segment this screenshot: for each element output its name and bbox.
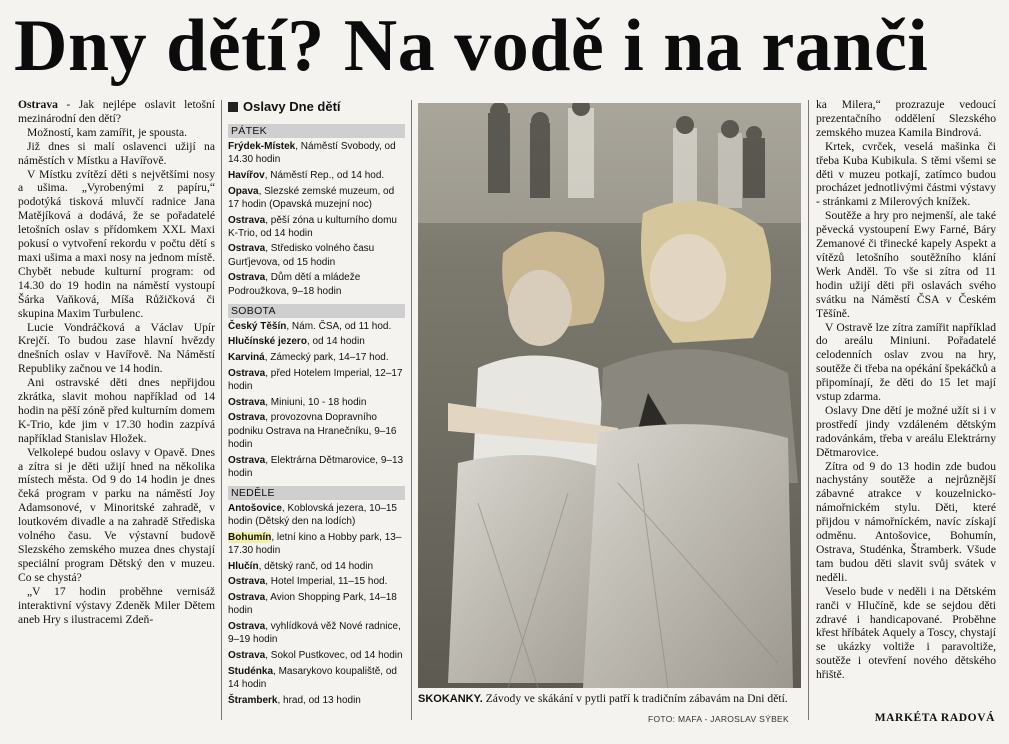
article-paragraph [816, 209, 996, 320]
paragraph-text: Možností, kam zamířit, je spousta. [27, 125, 188, 139]
paragraph-text: Oslavy Dne dětí je možné užít si i v prostředí jindy vzdáleném dětským radovánkám, třeba v areálu Elektrárny Dětmarovice. [816, 403, 996, 459]
paragraph-text: ka Milera,“ prozrazuje vedoucí prezentačního oddělení Slezského zemského muzea Kamila Bindrová. [816, 98, 996, 139]
event-place: Hlučín [228, 560, 259, 572]
box-title [228, 98, 405, 116]
event-place: Opava [228, 185, 259, 197]
article-paragraph [18, 126, 215, 140]
event-item [228, 620, 405, 646]
paragraph-text: V Ostravě lze zítra zamířit například do areálu Miniuni. Pořadatelé celodenních oslav zvou na hry, soutěže či třeba na opékání špekáčků a připomínají, že děti do 15 let mají vstup zdarma. [816, 320, 996, 404]
event-detail: , letní kino a Hobby park, 13–17.30 hodin [228, 531, 402, 557]
event-item [228, 591, 405, 617]
article-paragraph [18, 321, 215, 377]
event-item [228, 140, 405, 166]
event-detail: , Masarykovo koupaliště, od 14 hodin [228, 665, 397, 690]
caption-lead: SKOKANKY. [418, 693, 483, 705]
day-heading: NEDĚLE [228, 486, 405, 500]
event-item [228, 411, 405, 451]
event-item [228, 367, 405, 393]
event-item [228, 454, 405, 480]
photo-caption [418, 692, 801, 707]
box-days [228, 124, 405, 707]
event-place: Ostrava [228, 621, 266, 633]
event-item [228, 242, 405, 268]
event-place: Ostrava [228, 396, 266, 408]
event-detail: , vyhlídková věž Nové radnice, 9–19 hodin [228, 621, 401, 646]
event-detail: , Sokol Pustkovec, od 14 hodin [265, 650, 403, 661]
event-detail: , Elektrárna Dětmarovice, 9–13 hodin [228, 454, 404, 479]
event-detail: , Středisko volného času Gurťjevova, od 15 hodin [228, 243, 375, 268]
event-place: Ostrava [228, 214, 266, 226]
paragraph-text: Soutěže a hry pro nejmenší, ale také pěvecká vystoupení Ewy Farné, Báry Zemanové či třinecké kapely Aspekt a vítězů letošního soutěžního klání Werk Anděl. To vše si zítra od 11 hodin užijí děti při oslavách svého svátku na Náměstí ČSA v Českém Těšíně. [816, 209, 996, 320]
event-item [228, 575, 405, 588]
event-detail: , Slezské zemské muzeum, od 17 hodin (Opavská muzejní noc) [228, 185, 395, 210]
event-detail: , Miniuni, 10 - 18 hodin [265, 396, 367, 408]
event-detail: , Koblovská jezera, 10–15 hodin (Dětský den na lodích) [228, 502, 397, 528]
photo-credit: FOTO: MAFA - JAROSLAV SÝBEK [648, 714, 789, 724]
dateline: Ostrava [18, 98, 58, 111]
box-title-text: Oslavy Dne dětí [243, 99, 341, 114]
event-detail: , Nám. ČSA, od 11 hod. [286, 320, 392, 332]
event-place: Karviná [228, 352, 265, 364]
article-paragraph [18, 585, 215, 627]
event-detail: , pěší zóna u kulturního domu K-Trio, od 14 hodin [228, 214, 397, 239]
event-place: Ostrava [228, 454, 266, 466]
event-place: Ostrava [228, 412, 266, 424]
event-item [228, 531, 405, 557]
paragraph-text: Velkolepé budou oslavy v Opavě. Dnes a zítra si je děti užijí hned na několika místech města. Od 9 do 14 hodin je dnes čeká program v parku na náměstí Joy Adamsonové, v Minoritské zahradě, v loutkovém divadle a na zahradě Střediska volného času. Ve výstavní budově Slezského zemského muzea dnes chystají speciální program Dětský den v muzeu. Co se chystá? [18, 445, 215, 584]
paragraph-text: Zítra od 9 do 13 hodin zde budou nachystány soutěže a nejrůznější zábavné atrakce v kouzelnicko-námořnickém stylu. Děti, které přijdou v námořníckém, navíc získají odměnu. Antošovice, Bohumín, Ostrava, Studénka, Štramberk. Všude tam budou děti slavit svůj svátek v neděli. [816, 459, 996, 584]
event-detail: , Náměstí Rep., od 14 hod. [264, 169, 385, 181]
article-paragraph [816, 404, 996, 460]
event-item [228, 649, 405, 662]
event-detail: , Náměstí Svobody, od 14.30 hodin [228, 141, 396, 166]
caption-text: Závody ve skákání v pytli patří k tradičním zábavám na Dni dětí. [482, 692, 788, 705]
event-detail: , dětský ranč, od 14 hodin [258, 560, 374, 572]
event-place: Ostrava [228, 272, 266, 284]
paragraph-text: Ani ostravské děti dnes nepřijdou zkrátka, slavit mohou například od 14 hodin na pěší zóně před kulturním domem K-Trio, kde jim v 17.30 hodin zazpívá například Stanislav Hložek. [18, 376, 215, 445]
event-detail: , Dům dětí a mládeže Podroužkova, 9–18 hodin [228, 272, 361, 297]
article-paragraph [18, 168, 215, 321]
event-place: Ostrava [228, 576, 266, 588]
article-paragraph [816, 585, 996, 682]
photo-sack-race [418, 103, 801, 688]
article-paragraph [18, 376, 215, 446]
event-detail: , provozovna Dopravního podniku Ostrava na Hranečníku, 9–16 hodin [228, 412, 397, 450]
event-place: Ostrava [228, 592, 266, 604]
event-place: Ostrava [228, 367, 266, 379]
event-place: Antošovice [228, 502, 282, 514]
article-paragraph [816, 140, 996, 210]
event-item [228, 396, 405, 409]
event-place: Bohumín [228, 531, 272, 543]
article-paragraph [18, 98, 215, 126]
event-place: Ostrava [228, 650, 266, 661]
event-item [228, 320, 405, 333]
event-item [228, 335, 405, 348]
event-item [228, 169, 405, 182]
event-detail: , Zámecký park, 14–17 hod. [264, 352, 389, 364]
event-item [228, 185, 405, 211]
event-place: Hlučínské jezero [228, 336, 307, 348]
article-paragraph [18, 446, 215, 585]
event-detail: , od 14 hodin [306, 336, 365, 348]
paragraph-text: Lucie Vondráčková a Václav Upír Krejčí. To budou zase hlavní hvězdy dnešních oslav v Havířově. Na Náměstí Republiky začnou ve 14 hodin. [18, 320, 215, 376]
event-detail: , Avion Shopping Park, 14–18 hodin [228, 592, 397, 617]
event-item [228, 351, 405, 364]
paragraph-text: V Místku zvítězí děti s největšími nosy a ušima. „Vyrobenými z papíru,“ podotýká tisková mluvčí radnice Jana Matějíková a dodává, že se pořadatelé letošních oslav s přídomkem XXL Maxi pokusí o vytvoření rekordu v počtu dětí s maxi ušima a maxi nosy na jednom místě. Chybět nebude kulturní program: od 14.30 do 19 hodin na náměstí vystoupí Šárka Vaňková, Míša Růžičková či skupina Maxim Turbulenc. [18, 167, 215, 320]
event-place: Frýdek-Místek [228, 141, 296, 152]
column-divider [808, 100, 809, 720]
event-place: Český Těšín [228, 320, 287, 332]
events-box [228, 98, 405, 744]
paragraph-text: Již dnes si malí oslavenci užijí na náměstích v Místku a Havířově. [18, 139, 215, 167]
paragraph-text: Krtek, cvrček, veselá mašinka či třeba Kuba Kubikula. S těmi všemi se děti v muzeu potkají, zatímco budou procházet jednotlivými částmi výstavy - stránkami z Milerových knížek. [816, 139, 996, 209]
article-paragraph [18, 140, 215, 168]
article-column-right [816, 98, 996, 744]
event-place: Štramberk [228, 694, 278, 706]
column-divider [411, 100, 412, 720]
article-paragraph [816, 460, 996, 585]
photo-illustration [418, 103, 801, 688]
author-byline: MARKÉTA RADOVÁ [874, 712, 995, 724]
event-place: Studénka [228, 665, 274, 677]
event-detail: , hrad, od 13 hodin [277, 694, 361, 706]
paragraph-text: Veselo bude v neděli i na Dětském ranči v Hlučíně, kde se sejdou děti zdravé i handicapované. Proběhne křest hříbátek Aquely a Toscy, chystají se ukázky voltiže i paravoltiže, soutěže i otevření nového dětského hřiště. [816, 584, 996, 682]
event-detail: , před Hotelem Imperial, 12–17 hodin [228, 367, 403, 393]
article-paragraph [816, 98, 996, 140]
event-place: Ostrava [228, 243, 266, 255]
article-paragraph [816, 321, 996, 404]
event-item [228, 694, 405, 707]
event-item [228, 665, 405, 691]
day-heading: SOBOTA [228, 304, 405, 318]
event-item [228, 214, 405, 240]
column-divider [221, 100, 222, 720]
square-bullet-icon [228, 102, 238, 112]
event-item [228, 271, 405, 297]
paragraph-text: „V 17 hodin proběhne vernisáž interaktivní výstavy Zdeněk Miler Dětem aneb Hry s ilustracemi Zdeň- [18, 584, 215, 626]
article-column-left [18, 98, 215, 744]
event-item [228, 502, 405, 528]
paragraph-text: - Jak nejlépe oslavit letošní mezinárodní den dětí? [18, 98, 215, 125]
event-item [228, 560, 405, 573]
event-detail: , Hotel Imperial, 11–15 hod. [265, 576, 388, 588]
headline: Dny dětí? Na vodě i na ranči [14, 5, 929, 87]
day-heading: PÁTEK [228, 124, 405, 138]
event-place: Havířov [228, 169, 265, 181]
